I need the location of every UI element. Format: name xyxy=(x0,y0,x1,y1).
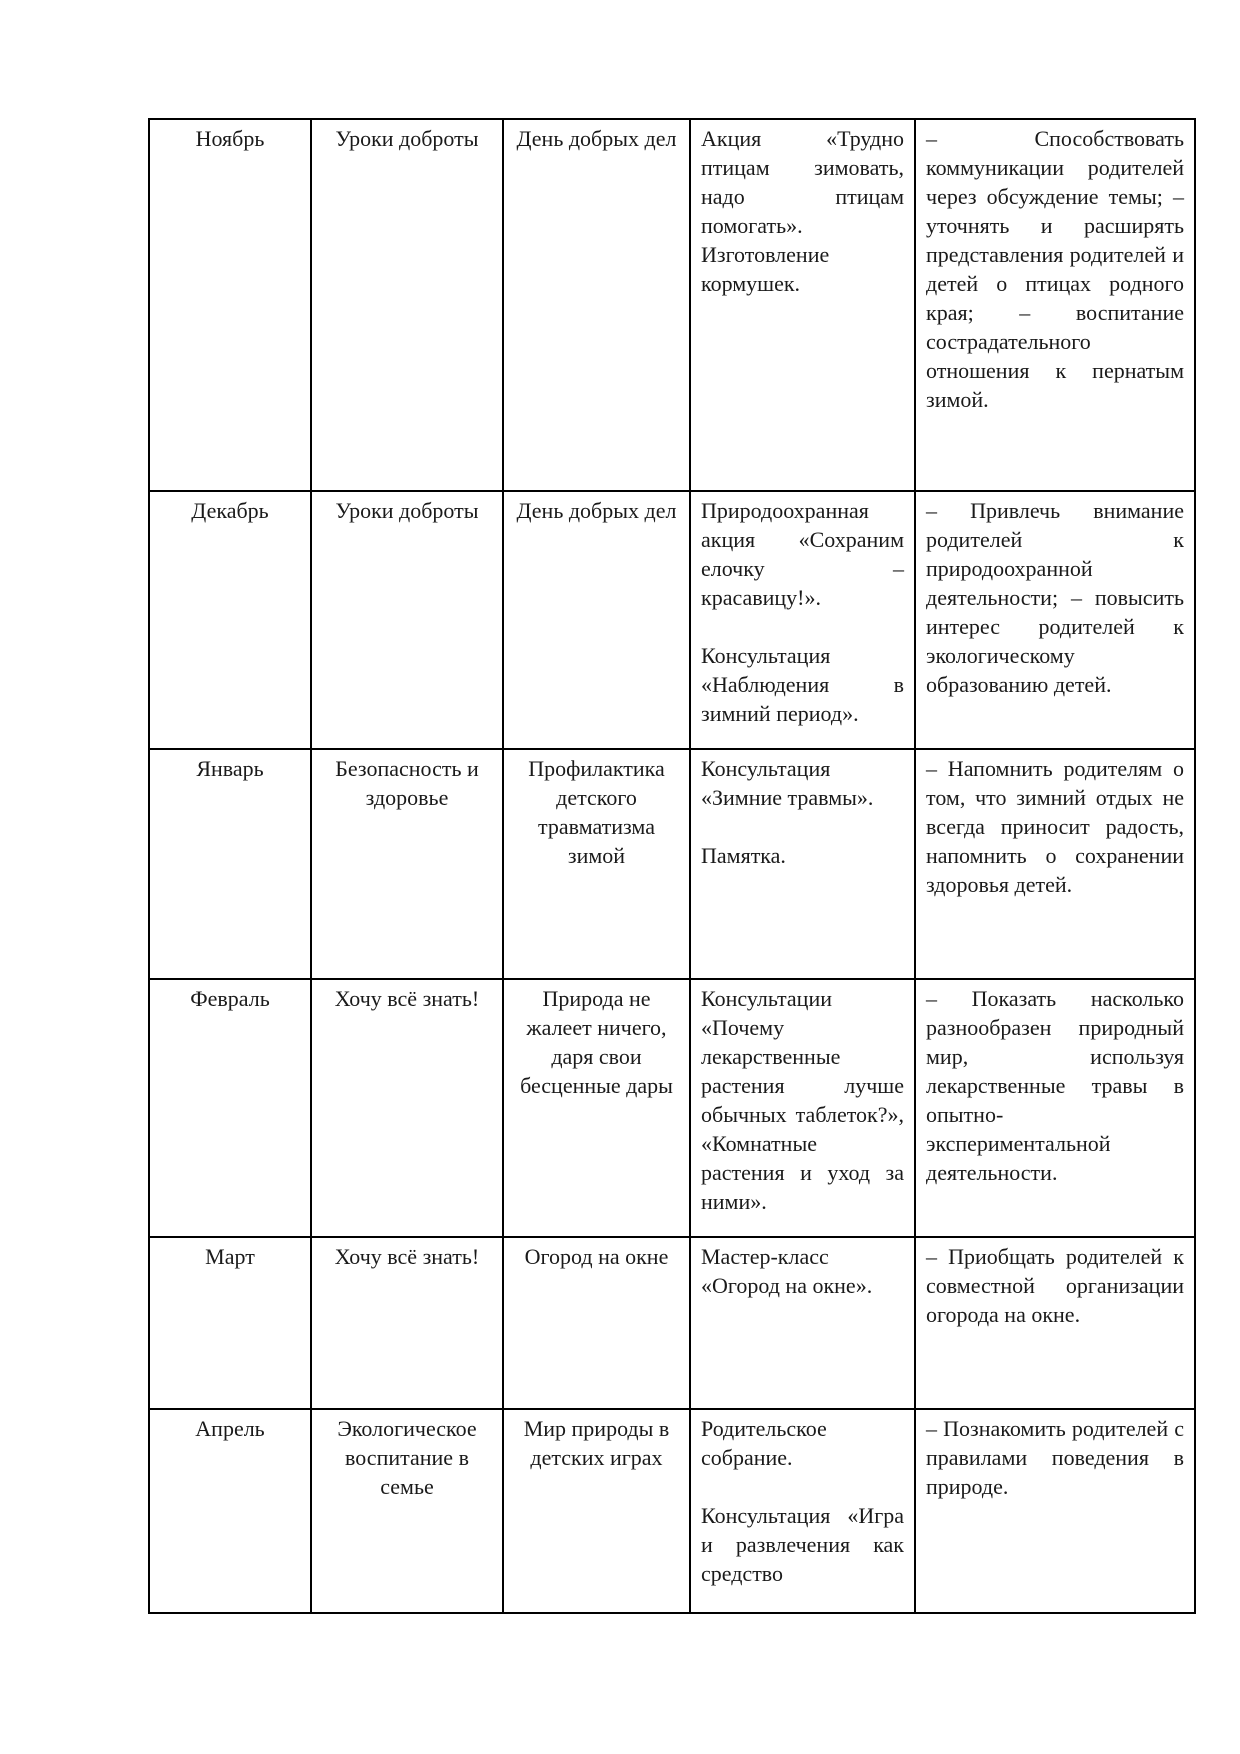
month-cell: Март xyxy=(149,1237,311,1409)
topic-cell: День добрых дел xyxy=(503,491,690,749)
table-row xyxy=(149,491,1195,749)
theme-cell: Уроки доброты xyxy=(311,491,503,749)
form-paragraph: Консультация «Игра и развлечения как средство xyxy=(701,1503,904,1586)
form-cell xyxy=(690,749,915,979)
topic-cell: Мир природы в детских играх xyxy=(503,1409,690,1613)
goals-cell: – Приобщать родителей к совместной организации огорода на окне. xyxy=(915,1237,1195,1409)
table-row xyxy=(149,1237,1195,1409)
topic-cell: Природа не жалеет ничего, даря свои бесценные дары xyxy=(503,979,690,1237)
goals-cell: – Напомнить родителям о том, что зимний отдых не всегда приносит радость, напомнить о сохранении здоровья детей. xyxy=(915,749,1195,979)
goals-cell: – Показать насколько разнообразен природный мир, используя лекарственные травы в опытно-экспериментальной деятельности. xyxy=(915,979,1195,1237)
topic-cell: День добрых дел xyxy=(503,119,690,491)
theme-cell: Безопасность и здоровье xyxy=(311,749,503,979)
topic-cell: Огород на окне xyxy=(503,1237,690,1409)
theme-cell: Уроки доброты xyxy=(311,119,503,491)
theme-cell: Экологическое воспитание в семье xyxy=(311,1409,503,1613)
month-cell: Апрель xyxy=(149,1409,311,1613)
goals-cell: – Привлечь внимание родителей к природоохранной деятельности; – повысить интерес родителей к экологическому образованию детей. xyxy=(915,491,1195,749)
month-cell: Декабрь xyxy=(149,491,311,749)
goals-cell: – Познакомить родителей с правилами поведения в природе. xyxy=(915,1409,1195,1613)
table-row xyxy=(149,119,1195,491)
form-paragraph: Родительское собрание. xyxy=(701,1416,827,1470)
month-cell: Февраль xyxy=(149,979,311,1237)
form-cell xyxy=(690,119,915,491)
month-cell: Январь xyxy=(149,749,311,979)
topic-cell: Профилактика детского травматизма зимой xyxy=(503,749,690,979)
theme-cell: Хочу всё знать! xyxy=(311,1237,503,1409)
plan-table xyxy=(148,118,1196,1614)
month-cell: Ноябрь xyxy=(149,119,311,491)
form-paragraph: Мастер-класс «Огород на окне». xyxy=(701,1244,873,1298)
form-paragraph: Акция «Трудно птицам зимовать, надо птицам помогать». Изготовление кормушек. xyxy=(701,126,904,296)
table-row xyxy=(149,979,1195,1237)
goals-cell: – Способствовать коммуникации родителей через обсуждение темы; – уточнять и расширять представления родителей и детей о птицах родного края; – воспитание сострадательного отношения к пернатым зимой. xyxy=(915,119,1195,491)
table-row xyxy=(149,749,1195,979)
form-paragraph: Консультации «Почему лекарственные растения лучше обычных таблеток?», «Комнатные растения и уход за ними». xyxy=(701,986,904,1214)
form-paragraph: Консультация «Наблюдения в зимний период». xyxy=(701,643,904,726)
form-paragraph: Природоохранная акция «Сохраним елочку – красавицу!». xyxy=(701,498,904,610)
form-cell xyxy=(690,491,915,749)
form-cell xyxy=(690,1237,915,1409)
form-paragraph: Памятка. xyxy=(701,843,786,868)
theme-cell: Хочу всё знать! xyxy=(311,979,503,1237)
form-paragraph: Консультация «Зимние травмы». xyxy=(701,756,874,810)
table-row xyxy=(149,1409,1195,1613)
form-cell xyxy=(690,979,915,1237)
form-cell xyxy=(690,1409,915,1613)
